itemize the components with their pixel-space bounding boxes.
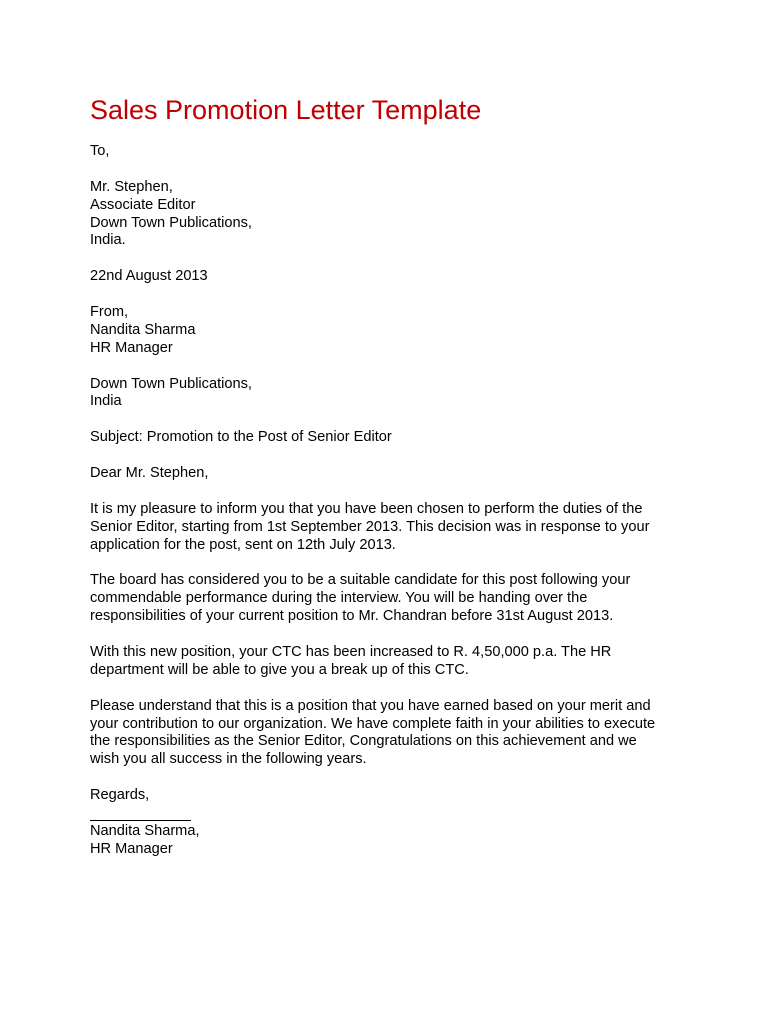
sender-company: Down Town Publications, <box>90 375 252 392</box>
paragraph-line: application for the post, sent on 12th July 2013. <box>90 536 396 553</box>
spacer <box>90 250 690 268</box>
to-label: To, <box>90 143 110 159</box>
letter-body <box>90 143 690 859</box>
document-title: Sales Promotion Letter Template <box>90 95 482 125</box>
recipient-company: Down Town Publications, <box>90 214 252 231</box>
paragraph-line: Senior Editor, starting from 1st September 2013. This decision was in response to your <box>90 518 650 535</box>
paragraph-line: department will be able to give you a break up of this CTC. <box>90 661 469 678</box>
signature-title: HR Manager <box>90 840 173 857</box>
subject-line: Subject: Promotion to the Post of Senior Editor <box>90 429 392 446</box>
paragraph-line: With this new position, your CTC has been increased to R. 4,50,000 p.a. The HR <box>90 643 612 660</box>
spacer <box>90 483 690 501</box>
spacer <box>90 286 690 304</box>
letter-date: 22nd August 2013 <box>90 268 208 285</box>
paragraph-line: Please understand that this is a position that you have earned based on your merit and <box>90 697 651 714</box>
paragraph-line: your contribution to our organization. We have complete faith in your abilities to execute <box>90 715 656 732</box>
paragraph-2 <box>90 572 690 626</box>
spacer <box>90 358 690 376</box>
spacer <box>90 411 690 429</box>
recipient-title: Associate Editor <box>90 196 196 213</box>
paragraph-3 <box>90 644 690 680</box>
salutation: Dear Mr. Stephen, <box>90 465 209 482</box>
spacer <box>90 161 690 179</box>
signature-name: Nandita Sharma, <box>90 822 200 839</box>
paragraph-line: It is my pleasure to inform you that you have been chosen to perform the duties of the <box>90 500 643 517</box>
recipient-country: India. <box>90 232 126 249</box>
paragraph-4 <box>90 698 690 770</box>
paragraph-line: The board has considered you to be a suitable candidate for this post following your <box>90 572 631 589</box>
spacer <box>90 447 690 465</box>
signature-line <box>90 805 191 823</box>
paragraph-line: the responsibilities as the Senior Editor, Congratulations on this achievement and we <box>90 733 637 750</box>
from-label: From, <box>90 304 129 321</box>
paragraph-line: commendable performance during the interview. You will be handing over the <box>90 590 588 607</box>
sender-block <box>90 304 690 358</box>
spacer <box>90 680 690 698</box>
spacer <box>90 554 690 572</box>
closing: Regards, <box>90 787 150 804</box>
paragraph-line: wish you all success in the following years. <box>90 751 367 768</box>
spacer <box>90 769 690 787</box>
sender-name: Nandita Sharma <box>90 321 196 338</box>
paragraph-line: responsibilities of your current position to Mr. Chandran before 31st August 2013. <box>90 608 614 625</box>
sender-country: India <box>90 393 122 410</box>
sender-address <box>90 376 690 412</box>
recipient-name: Mr. Stephen, <box>90 178 173 195</box>
sender-title: HR Manager <box>90 339 173 356</box>
paragraph-1 <box>90 501 690 555</box>
recipient-block <box>90 179 690 251</box>
spacer <box>90 626 690 644</box>
